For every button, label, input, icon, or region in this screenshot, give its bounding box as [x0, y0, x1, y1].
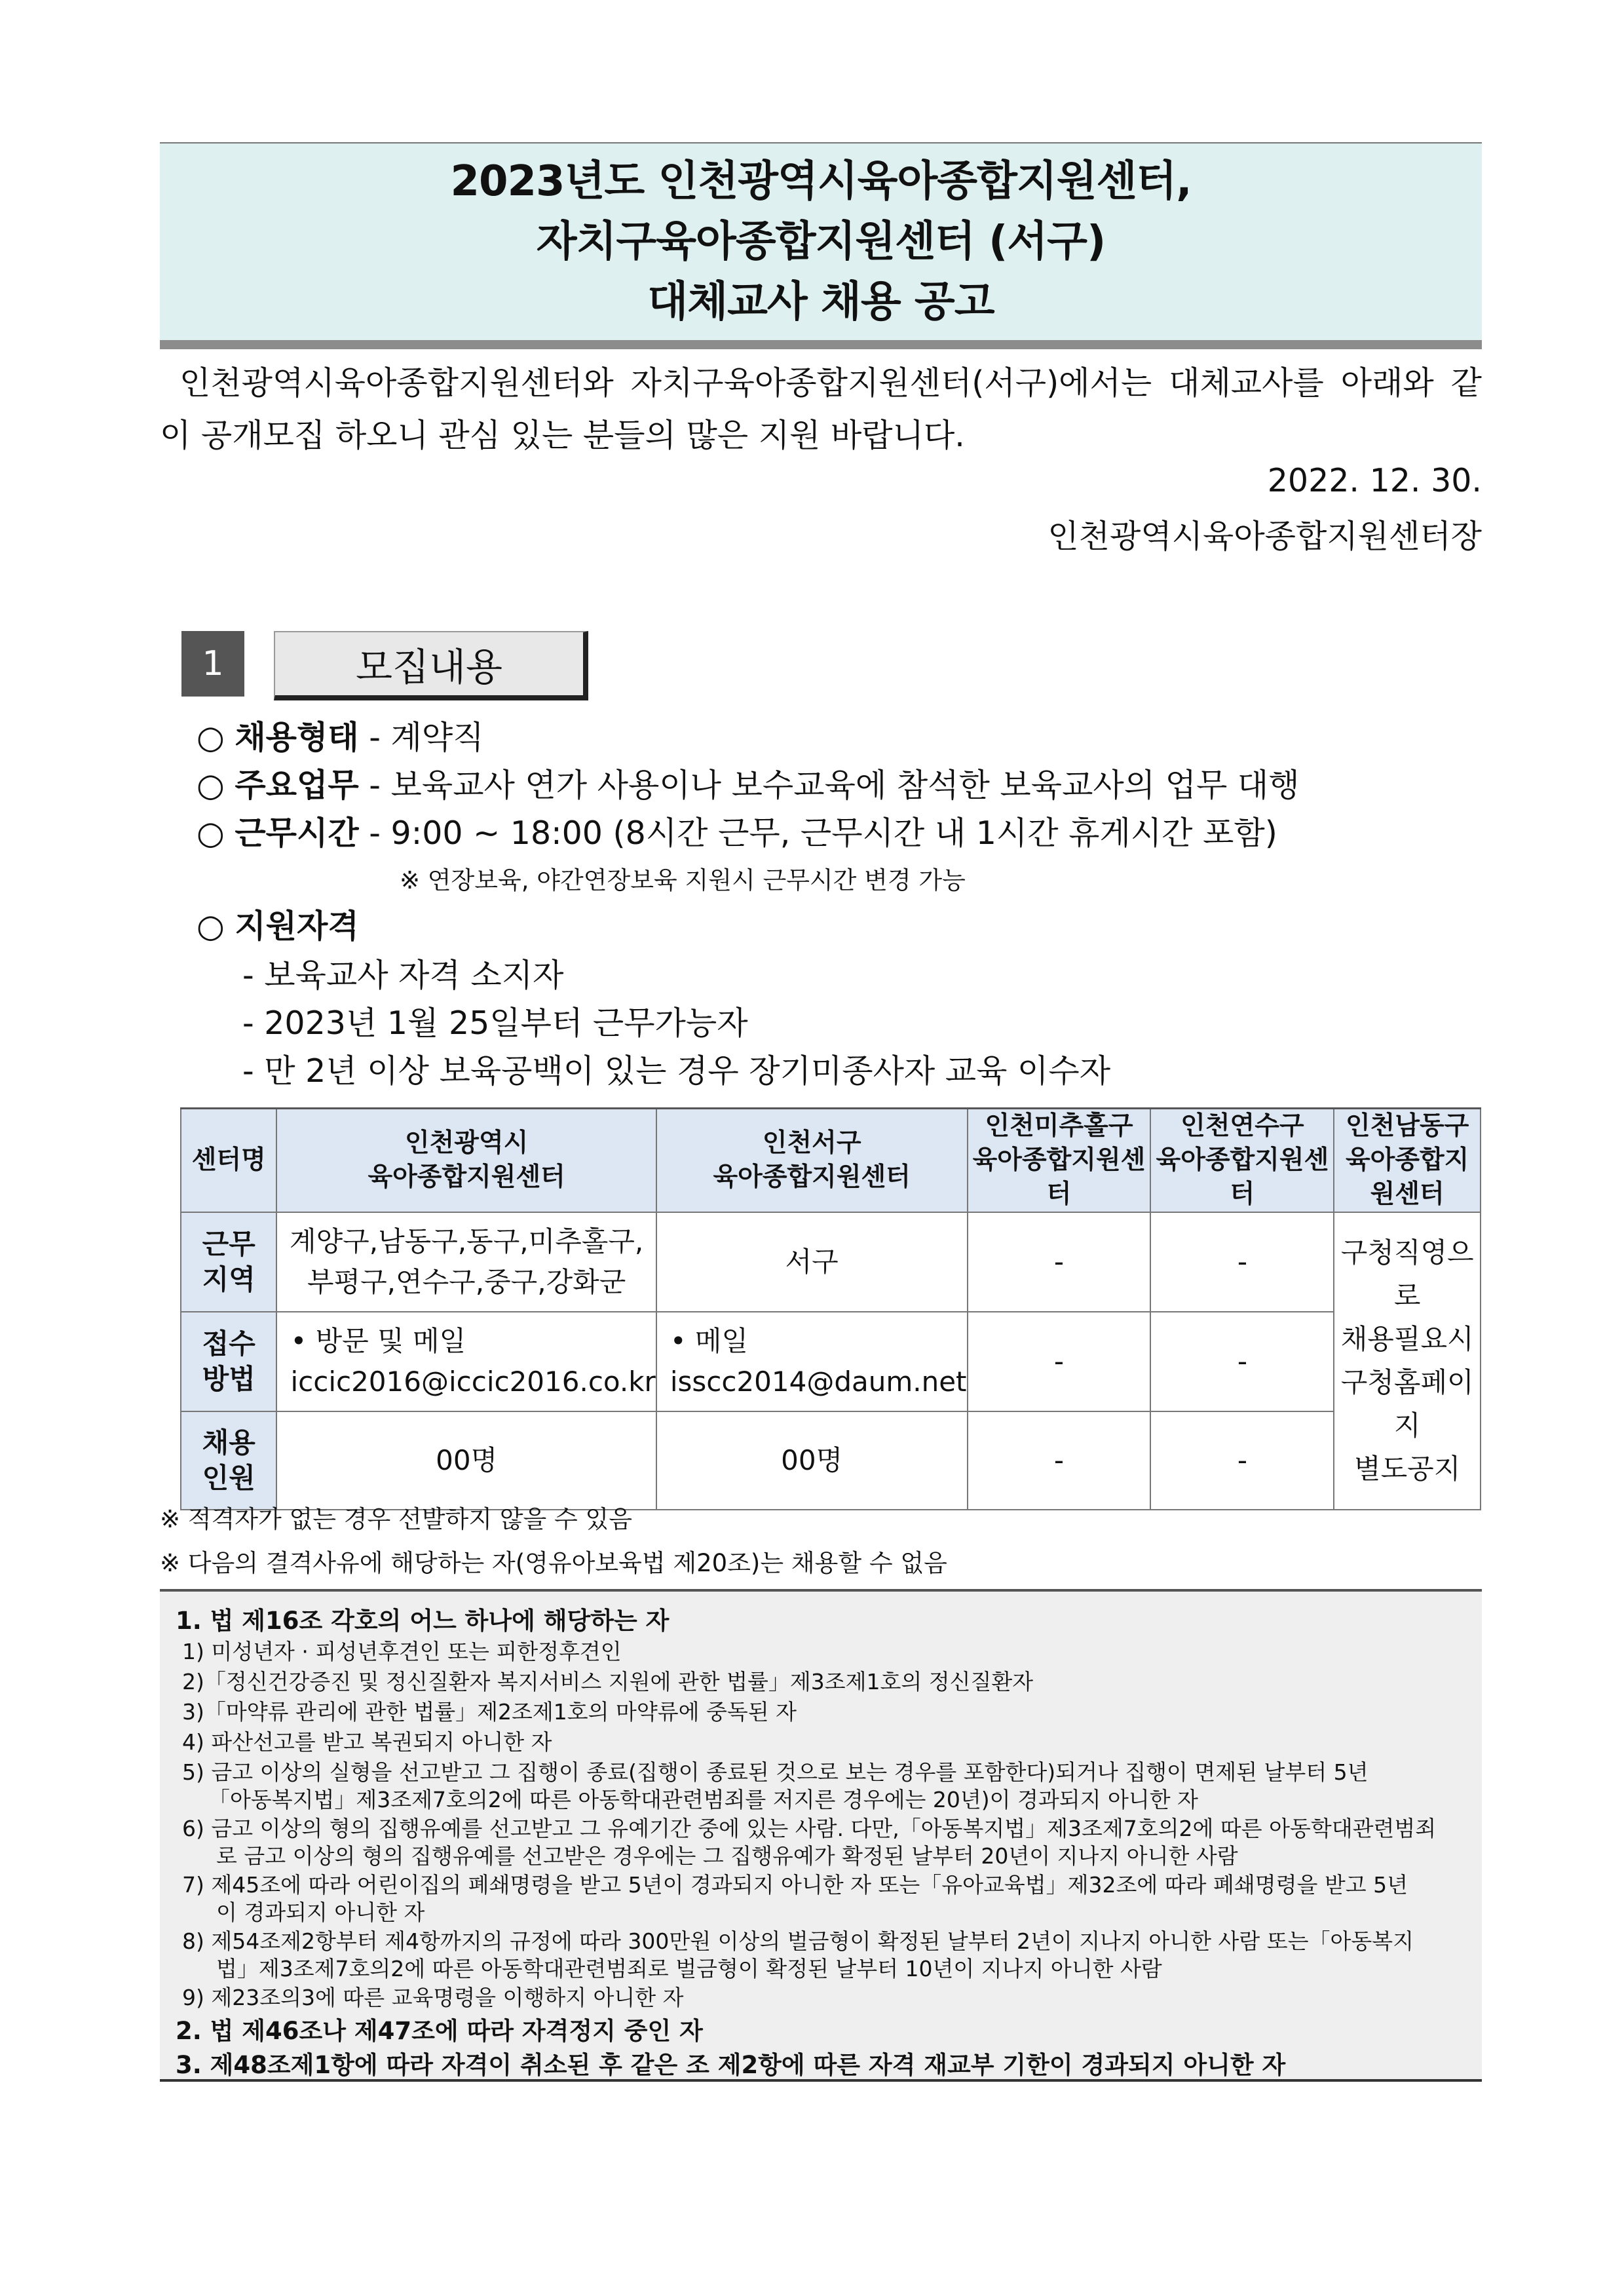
row-label-count: 채용 인원 [181, 1411, 276, 1510]
header-center: 인천미추홀구 육아종합지원센터 [968, 1109, 1151, 1213]
table-row [181, 1411, 1481, 1510]
cell-namdong-note: 구청직영으로 채용필요시 구청홈페이지 별도공지 [1334, 1212, 1481, 1510]
disqual-item: 9) 제23조의3에 따른 교육명령을 이행하지 아니한 자 [182, 1985, 684, 2010]
title-line-1: 2023년도 인천광역시육아종합지원센터, [450, 157, 1192, 206]
qualification-item: - 만 2년 이상 보육공백이 있는 경우 장기미종사자 교육 이수자 [242, 1052, 1111, 1090]
disqualification-box [160, 1589, 1482, 2082]
header-center: 인천서구 육아종합지원센터 [656, 1109, 968, 1213]
disqual-item-cont: 법」제3조제7호의2에 따른 아동학대관련범죄로 벌금형이 확정된 날부터 10년이 지나지 아니한 사람 [216, 1956, 1162, 1981]
work-hours-line [197, 808, 1277, 854]
table-header-row [181, 1109, 1481, 1213]
disqual-item: 6) 금고 이상의 형의 집행유예를 선고받고 그 유예기간 중에 있는 사람. 다만,「아동복지법」제3조제7호의2에 따른 아동학대관련범죄 [182, 1816, 1437, 1841]
disqual-item-cont: 로 금고 이상의 형의 집행유예를 선고받은 경우에는 그 집행유예가 확정된 날부터 20년이 지나지 아니한 사람 [216, 1843, 1238, 1869]
header-center: 인천연수구 육아종합지원센터 [1150, 1109, 1334, 1213]
cell-area-incheon: 계양구,남동구,동구,미추홀구, 부평구,연수구,중구,강화군 [276, 1212, 656, 1312]
section-title: 모집내용 [274, 631, 588, 700]
note-1: ※ 적격자가 없는 경우 선발하지 않을 수 있음 [160, 1505, 632, 1533]
cell-dash: - [968, 1312, 1151, 1411]
cell-dash: - [968, 1212, 1151, 1312]
main-duty-label: 주요업무 [235, 767, 359, 804]
notice-date: 2022. 12. 30. [1267, 462, 1482, 499]
work-hours-label: 근무시간 [235, 814, 359, 852]
qualification-line [197, 901, 359, 947]
disqual-item-cont: 이 경과되지 아니한 자 [216, 1900, 425, 1925]
disqual-item: 7) 제45조에 따라 어린이집의 폐쇄명령을 받고 5년이 경과되지 아니한 자 또는「유아교육법」제32조에 따라 폐쇄명령을 받고 5년 [182, 1872, 1408, 1898]
row-label-area: 근무 지역 [181, 1212, 276, 1312]
note-2: ※ 다음의 결격사유에 해당하는 자(영유아보육법 제20조)는 채용할 수 없음 [160, 1549, 947, 1577]
disqual-heading-1: 1. 법 제16조 각호의 어느 하나에 해당하는 자 [176, 1607, 670, 1635]
title-line-3: 대체교사 채용 공고 [647, 278, 994, 326]
recruitment-table [180, 1107, 1481, 1510]
cell-area-seogu: 서구 [656, 1212, 968, 1312]
work-hours-note: ※ 연장보육, 야간연장보육 지원시 근무시간 변경 가능 [400, 866, 966, 894]
cell-dash: - [968, 1411, 1151, 1510]
table-row [181, 1212, 1481, 1312]
header-center-name: 센터명 [181, 1109, 276, 1213]
disqual-item: 2)「정신건강증진 및 정신질환자 복지서비스 지원에 관한 법률」제3조제1호의 정신질환자 [182, 1669, 1034, 1694]
employment-type-line [197, 712, 484, 758]
disqual-heading-3: 3. 제48조제1항에 따라 자격이 취소된 후 같은 조 제2항에 따른 자격 재교부 기한이 경과되지 아니한 자 [176, 2051, 1286, 2079]
employment-type-label: 채용형태 [235, 719, 359, 756]
intro [160, 357, 1482, 462]
disqual-item: 1) 미성년자 · 피성년후견인 또는 피한정후견인 [182, 1639, 622, 1664]
title-line-2: 자치구육아종합지원센터 (서구) [536, 218, 1106, 266]
work-hours-value: - 9:00 ~ 18:00 (8시간 근무, 근무시간 내 1시간 휴게시간 포함) [369, 814, 1277, 852]
disqual-item: 5) 금고 이상의 실형을 선고받고 그 집행이 종료(집행이 종료된 것으로 보는 경우를 포함한다)되거나 집행이 면제된 날부터 5년 [182, 1759, 1369, 1785]
bullet: ○ [197, 767, 225, 804]
cell-dash: - [1150, 1212, 1334, 1312]
title-box [160, 142, 1482, 349]
bullet: ○ [197, 719, 225, 756]
notice-issuer: 인천광역시육아종합지원센터장 [1048, 518, 1482, 555]
qualification-item: - 보육교사 자격 소지자 [242, 957, 564, 994]
cell-count-incheon: 00명 [276, 1411, 656, 1510]
cell-apply-incheon: • 방문 및 메일 iccic2016@iccic2016.co.kr [276, 1312, 656, 1411]
disqual-item-cont: 「아동복지법」제3조제7호의2에 따른 아동학대관련범죄를 저지른 경우에는 20년)이 경과되지 아니한 자 [208, 1787, 1199, 1812]
employment-type-value: - 계약직 [369, 719, 484, 756]
disqual-item: 4) 파산선고를 받고 복권되지 아니한 자 [182, 1729, 552, 1755]
row-label-apply: 접수 방법 [181, 1312, 276, 1411]
qualification-item: - 2023년 1월 25일부터 근무가능자 [242, 1004, 748, 1042]
cell-dash: - [1150, 1411, 1334, 1510]
cell-dash: - [1150, 1312, 1334, 1411]
disqual-item: 8) 제54조제2항부터 제4항까지의 규정에 따라 300만원 이상의 벌금형이 확정된 날부터 2년이 지나지 아니한 사람 또는「아동복지 [182, 1928, 1414, 1954]
header-center: 인천광역시 육아종합지원센터 [276, 1109, 656, 1213]
section-number: 1 [181, 631, 244, 697]
qualification-label: 지원자격 [235, 908, 359, 945]
cell-apply-seogu: • 메일 isscc2014@daum.net [656, 1312, 968, 1411]
disqual-item: 3)「마약류 관리에 관한 법률」제2조제1호의 마약류에 중독된 자 [182, 1699, 797, 1725]
table-row [181, 1312, 1481, 1411]
disqual-heading-2: 2. 법 제46조나 제47조에 따라 자격정지 중인 자 [176, 2017, 703, 2045]
main-duty-line [197, 760, 1300, 806]
intro-paragraph: 인천광역시육아종합지원센터와 자치구육아종합지원센터(서구)에서는 대체교사를 아래와 같이 공개모집 하오니 관심 있는 분들의 많은 지원 바랍니다. [160, 364, 1482, 454]
main-duty-value: - 보육교사 연가 사용이나 보수교육에 참석한 보육교사의 업무 대행 [369, 767, 1300, 804]
header-center: 인천남동구 육아종합지원센터 [1334, 1109, 1481, 1213]
cell-count-seogu: 00명 [656, 1411, 968, 1510]
bullet: ○ [197, 908, 225, 945]
bullet: ○ [197, 814, 225, 852]
